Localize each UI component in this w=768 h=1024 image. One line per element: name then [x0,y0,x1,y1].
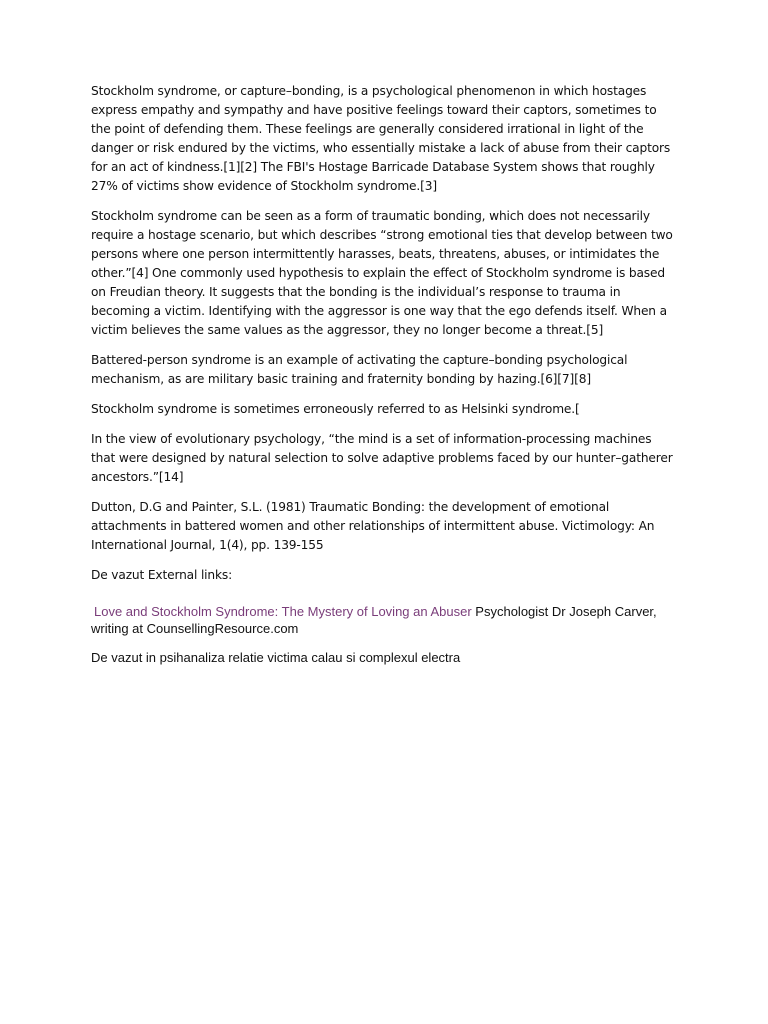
external-link-item [91,603,679,637]
final-note: De vazut in psihanaliza relatie victima calau si complexul electra [91,650,461,665]
external-link-love-stockholm[interactable]: Love and Stockholm Syndrome: The Mystery of Loving an Abuser [94,604,472,619]
paragraph-reference-dutton: Dutton, D.G and Painter, S.L. (1981) Traumatic Bonding: the development of emotional attachments in battered women and other relationships of intermittent abuse. Victimology: An International Journal, 1(4), pp. 139-155 [91,500,655,552]
paragraph-traumatic-bonding: Stockholm syndrome can be seen as a form of traumatic bonding, which does not necessarily require a hostage scenario, but which describes “strong emotional ties that develop between two persons where one person intermittently harasses, beats, threatens, abuses, or intimidates the other.”[4] One commonly used hypothesis to explain the effect of Stockholm syndrome is based on Freudian theory. It suggests that the bonding is the individual’s response to trauma in becoming a victim. Identifying with the aggressor is one way that the ego defends itself. When a victim believes the same values as the aggressor, they no longer become a threat.[5] [91,209,673,337]
paragraph-battered-person: Battered-person syndrome is an example of activating the capture–bonding psychological mechanism, as are military basic training and fraternity bonding by hazing.[6][7][8] [91,353,628,386]
document-page [91,82,679,678]
paragraph-evolutionary-psychology: In the view of evolutionary psychology, “the mind is a set of information-processing machines that were designed by natural selection to solve adaptive problems faced by our hunter–gatherer ancestors.”[14] [91,432,673,484]
paragraph-stockholm-definition: Stockholm syndrome, or capture–bonding, is a psychological phenomenon in which hostages express empathy and sympathy and have positive feelings toward their captors, sometimes to the point of defending them. These feelings are generally considered irrational in light of the danger or risk endured by the victims, who essentially mistake a lack of abuse from their captors for an act of kindness.[1][2] The FBI's Hostage Barricade Database System shows that roughly 27% of victims show evidence of Stockholm syndrome.[3] [91,84,671,193]
external-link-description: Psychologist Dr Joseph Carver, writing at CounsellingResource.com [91,604,657,636]
paragraph-helsinki: Stockholm syndrome is sometimes erroneously referred to as Helsinki syndrome.[ [91,402,580,416]
external-links-heading: De vazut External links: [91,568,233,582]
